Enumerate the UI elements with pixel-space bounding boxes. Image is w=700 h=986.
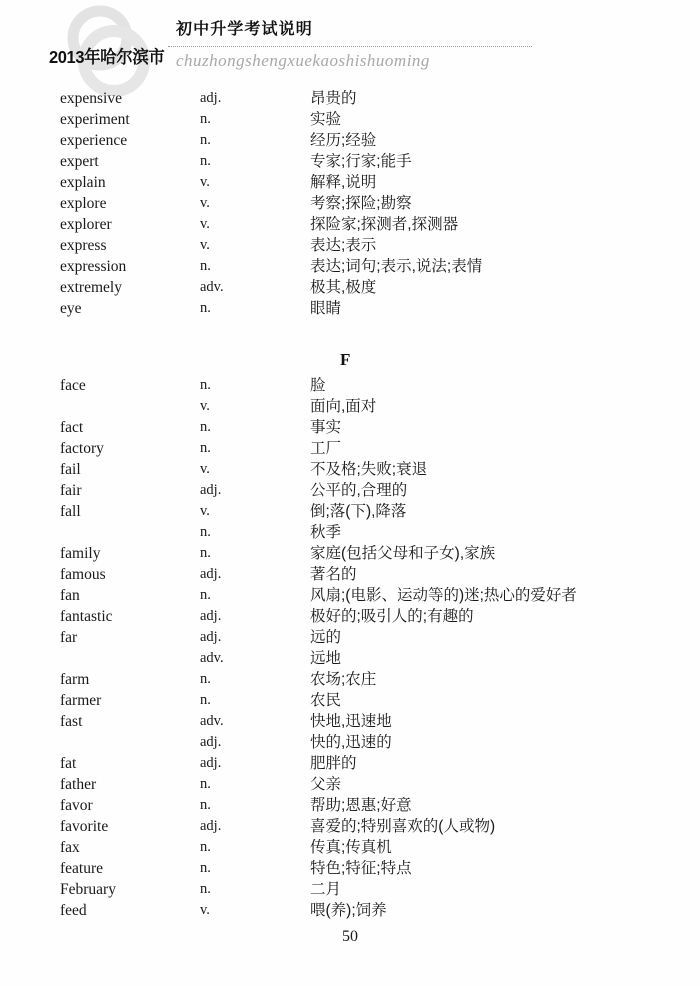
entry-word: feature bbox=[60, 860, 104, 877]
entry-word: fail bbox=[60, 461, 81, 478]
entry-definition: 探险家;探测者,探测器 bbox=[310, 216, 459, 233]
vocabulary-entry-row bbox=[0, 459, 700, 480]
entry-word: expensive bbox=[60, 90, 122, 107]
entry-definition: 远的 bbox=[310, 629, 342, 646]
entry-part-of-speech: adj. bbox=[200, 608, 222, 624]
entry-definition: 风扇;(电影、运动等的)迷;热心的爱好者 bbox=[310, 587, 577, 604]
vocabulary-entry-row bbox=[0, 522, 700, 543]
entry-part-of-speech: n. bbox=[200, 377, 211, 393]
entry-part-of-speech: n. bbox=[200, 797, 211, 813]
vocabulary-entry-row bbox=[0, 88, 700, 109]
entry-definition: 公平的,合理的 bbox=[310, 482, 408, 499]
entry-definition: 父亲 bbox=[310, 776, 342, 793]
brand-year-label: 2013年哈尔滨市 bbox=[49, 47, 165, 67]
vocabulary-entry-row bbox=[0, 375, 700, 396]
entry-part-of-speech: adj. bbox=[200, 90, 222, 106]
entry-definition: 特色;特征;特点 bbox=[310, 860, 412, 877]
vocabulary-entry-row bbox=[0, 606, 700, 627]
entry-definition: 极其,极度 bbox=[310, 279, 377, 296]
entry-part-of-speech: adv. bbox=[200, 650, 224, 666]
entry-part-of-speech: n. bbox=[200, 671, 211, 687]
vocabulary-entry-row bbox=[0, 669, 700, 690]
entry-word: explorer bbox=[60, 216, 112, 233]
entry-word: extremely bbox=[60, 279, 122, 296]
entry-definition: 快的,迅速的 bbox=[310, 734, 392, 751]
vocabulary-entry-row bbox=[0, 193, 700, 214]
entry-definition: 快地,迅速地 bbox=[310, 713, 392, 730]
entry-word: father bbox=[60, 776, 97, 793]
entry-word: farm bbox=[60, 671, 90, 688]
page-number: 50 bbox=[342, 928, 358, 945]
entry-word: fair bbox=[60, 482, 82, 499]
entry-part-of-speech: adj. bbox=[200, 629, 222, 645]
vocabulary-entry-row bbox=[0, 172, 700, 193]
vocabulary-entry-row bbox=[0, 564, 700, 585]
entry-part-of-speech: n. bbox=[200, 153, 211, 169]
entry-word: fantastic bbox=[60, 608, 113, 625]
entry-part-of-speech: v. bbox=[200, 174, 210, 190]
entry-definition: 传真;传真机 bbox=[310, 839, 392, 856]
vocabulary-entry-row bbox=[0, 837, 700, 858]
entry-word: February bbox=[60, 881, 116, 898]
entry-part-of-speech: v. bbox=[200, 902, 210, 918]
vocabulary-entry-row bbox=[0, 298, 700, 319]
vocabulary-entry-row bbox=[0, 543, 700, 564]
vocabulary-entry-row bbox=[0, 900, 700, 921]
vocabulary-entry-row bbox=[0, 501, 700, 522]
vocabulary-entry-row bbox=[0, 816, 700, 837]
entry-part-of-speech: adj. bbox=[200, 482, 222, 498]
vocabulary-entry-row bbox=[0, 396, 700, 417]
vocabulary-entry-row bbox=[0, 214, 700, 235]
entry-definition: 实验 bbox=[310, 111, 342, 128]
entry-part-of-speech: v. bbox=[200, 195, 210, 211]
entry-part-of-speech: v. bbox=[200, 398, 210, 414]
entry-part-of-speech: v. bbox=[200, 503, 210, 519]
entry-word: expert bbox=[60, 153, 99, 170]
vocabulary-entry-row bbox=[0, 753, 700, 774]
entry-part-of-speech: n. bbox=[200, 111, 211, 127]
entry-part-of-speech: n. bbox=[200, 776, 211, 792]
entry-definition: 农民 bbox=[310, 692, 342, 709]
entry-word: expression bbox=[60, 258, 127, 275]
entry-word: fax bbox=[60, 839, 80, 856]
section-spacer bbox=[0, 319, 700, 345]
vocabulary-entry-row bbox=[0, 858, 700, 879]
vocabulary-entry-row bbox=[0, 438, 700, 459]
entry-definition: 家庭(包括父母和子女),家族 bbox=[310, 545, 496, 562]
entry-word: far bbox=[60, 629, 78, 646]
entry-definition: 著名的 bbox=[310, 566, 357, 583]
entry-definition: 二月 bbox=[310, 881, 342, 898]
entry-definition: 表达;表示 bbox=[310, 237, 377, 254]
vocabulary-entry-row bbox=[0, 277, 700, 298]
entry-definition: 专家;行家;能手 bbox=[310, 153, 412, 170]
section-letter-label: F bbox=[340, 350, 351, 369]
entry-word: famous bbox=[60, 566, 106, 583]
entry-definition: 脸 bbox=[310, 377, 326, 394]
entry-part-of-speech: n. bbox=[200, 692, 211, 708]
entry-word: factory bbox=[60, 440, 104, 457]
vocabulary-entry-row bbox=[0, 690, 700, 711]
section-letter-heading bbox=[0, 345, 700, 375]
entry-part-of-speech: n. bbox=[200, 258, 211, 274]
vocabulary-entry-row bbox=[0, 130, 700, 151]
entry-word: favorite bbox=[60, 818, 109, 835]
vocabulary-entry-row bbox=[0, 774, 700, 795]
entry-part-of-speech: adj. bbox=[200, 755, 222, 771]
vocabulary-entry-row bbox=[0, 256, 700, 277]
entry-part-of-speech: adj. bbox=[200, 818, 222, 834]
entry-part-of-speech: n. bbox=[200, 545, 211, 561]
entry-word: feed bbox=[60, 902, 87, 919]
entry-word: explore bbox=[60, 195, 107, 212]
header-pinyin-subtitle: chuzhongshengxuekaoshishuoming bbox=[176, 51, 430, 70]
entry-part-of-speech: n. bbox=[200, 881, 211, 897]
entry-part-of-speech: v. bbox=[200, 461, 210, 477]
vocabulary-entry-row bbox=[0, 235, 700, 256]
entry-word: experience bbox=[60, 132, 128, 149]
entry-part-of-speech: adj. bbox=[200, 566, 222, 582]
entry-part-of-speech: adv. bbox=[200, 279, 224, 295]
entry-word: experiment bbox=[60, 111, 130, 128]
vocabulary-entry-row bbox=[0, 879, 700, 900]
vocabulary-entry-row bbox=[0, 711, 700, 732]
entry-definition: 倒;落(下),降落 bbox=[310, 503, 407, 520]
entry-definition: 不及格;失败;衰退 bbox=[310, 461, 428, 478]
entry-word: face bbox=[60, 377, 86, 394]
entry-word: fan bbox=[60, 587, 80, 604]
entry-word: favor bbox=[60, 797, 93, 814]
vocabulary-entry-row bbox=[0, 732, 700, 753]
entry-word: fat bbox=[60, 755, 77, 772]
entry-word: fast bbox=[60, 713, 83, 730]
entry-part-of-speech: n. bbox=[200, 860, 211, 876]
entry-word: express bbox=[60, 237, 107, 254]
entry-word: explain bbox=[60, 174, 106, 191]
entry-part-of-speech: adv. bbox=[200, 713, 224, 729]
entry-definition: 工厂 bbox=[310, 440, 342, 457]
entry-definition: 眼睛 bbox=[310, 300, 342, 317]
entry-part-of-speech: n. bbox=[200, 587, 211, 603]
entry-definition: 极好的;吸引人的;有趣的 bbox=[310, 608, 474, 625]
entry-word: fall bbox=[60, 503, 81, 520]
entry-part-of-speech: v. bbox=[200, 237, 210, 253]
page-title: 初中升学考试说明 bbox=[176, 21, 313, 38]
entry-part-of-speech: n. bbox=[200, 132, 211, 148]
page-header bbox=[0, 0, 700, 86]
entry-definition: 昂贵的 bbox=[310, 90, 357, 107]
entry-definition: 解释,说明 bbox=[310, 174, 377, 191]
entry-word: eye bbox=[60, 300, 82, 317]
vocabulary-entry-row bbox=[0, 648, 700, 669]
entry-part-of-speech: n. bbox=[200, 839, 211, 855]
entry-definition: 表达;词句;表示,说法;表情 bbox=[310, 258, 483, 275]
entry-word: fact bbox=[60, 419, 84, 436]
entry-word: family bbox=[60, 545, 101, 562]
vocabulary-entry-row bbox=[0, 109, 700, 130]
entry-part-of-speech: n. bbox=[200, 440, 211, 456]
vocabulary-entry-row bbox=[0, 627, 700, 648]
entry-definition: 喂(养);饲养 bbox=[310, 902, 387, 919]
entry-definition: 考察;探险;勘察 bbox=[310, 195, 412, 212]
entry-definition: 喜爱的;特别喜欢的(人或物) bbox=[310, 818, 496, 835]
entry-word: farmer bbox=[60, 692, 102, 709]
entry-definition: 面向,面对 bbox=[310, 398, 377, 415]
entry-definition: 农场;农庄 bbox=[310, 671, 377, 688]
header-divider bbox=[168, 46, 532, 47]
entry-definition: 经历;经验 bbox=[310, 132, 377, 149]
vocabulary-entry-row bbox=[0, 417, 700, 438]
vocabulary-list bbox=[0, 88, 700, 921]
entry-part-of-speech: n. bbox=[200, 524, 211, 540]
entry-definition: 肥胖的 bbox=[310, 755, 357, 772]
entry-part-of-speech: n. bbox=[200, 300, 211, 316]
vocabulary-entry-row bbox=[0, 585, 700, 606]
vocabulary-entry-row bbox=[0, 480, 700, 501]
entry-part-of-speech: n. bbox=[200, 419, 211, 435]
entry-definition: 秋季 bbox=[310, 524, 342, 541]
entry-definition: 远地 bbox=[310, 650, 342, 667]
entry-part-of-speech: adj. bbox=[200, 734, 222, 750]
vocabulary-entry-row bbox=[0, 795, 700, 816]
entry-definition: 帮助;恩惠;好意 bbox=[310, 797, 412, 814]
entry-definition: 事实 bbox=[310, 419, 342, 436]
vocabulary-entry-row bbox=[0, 151, 700, 172]
entry-part-of-speech: v. bbox=[200, 216, 210, 232]
